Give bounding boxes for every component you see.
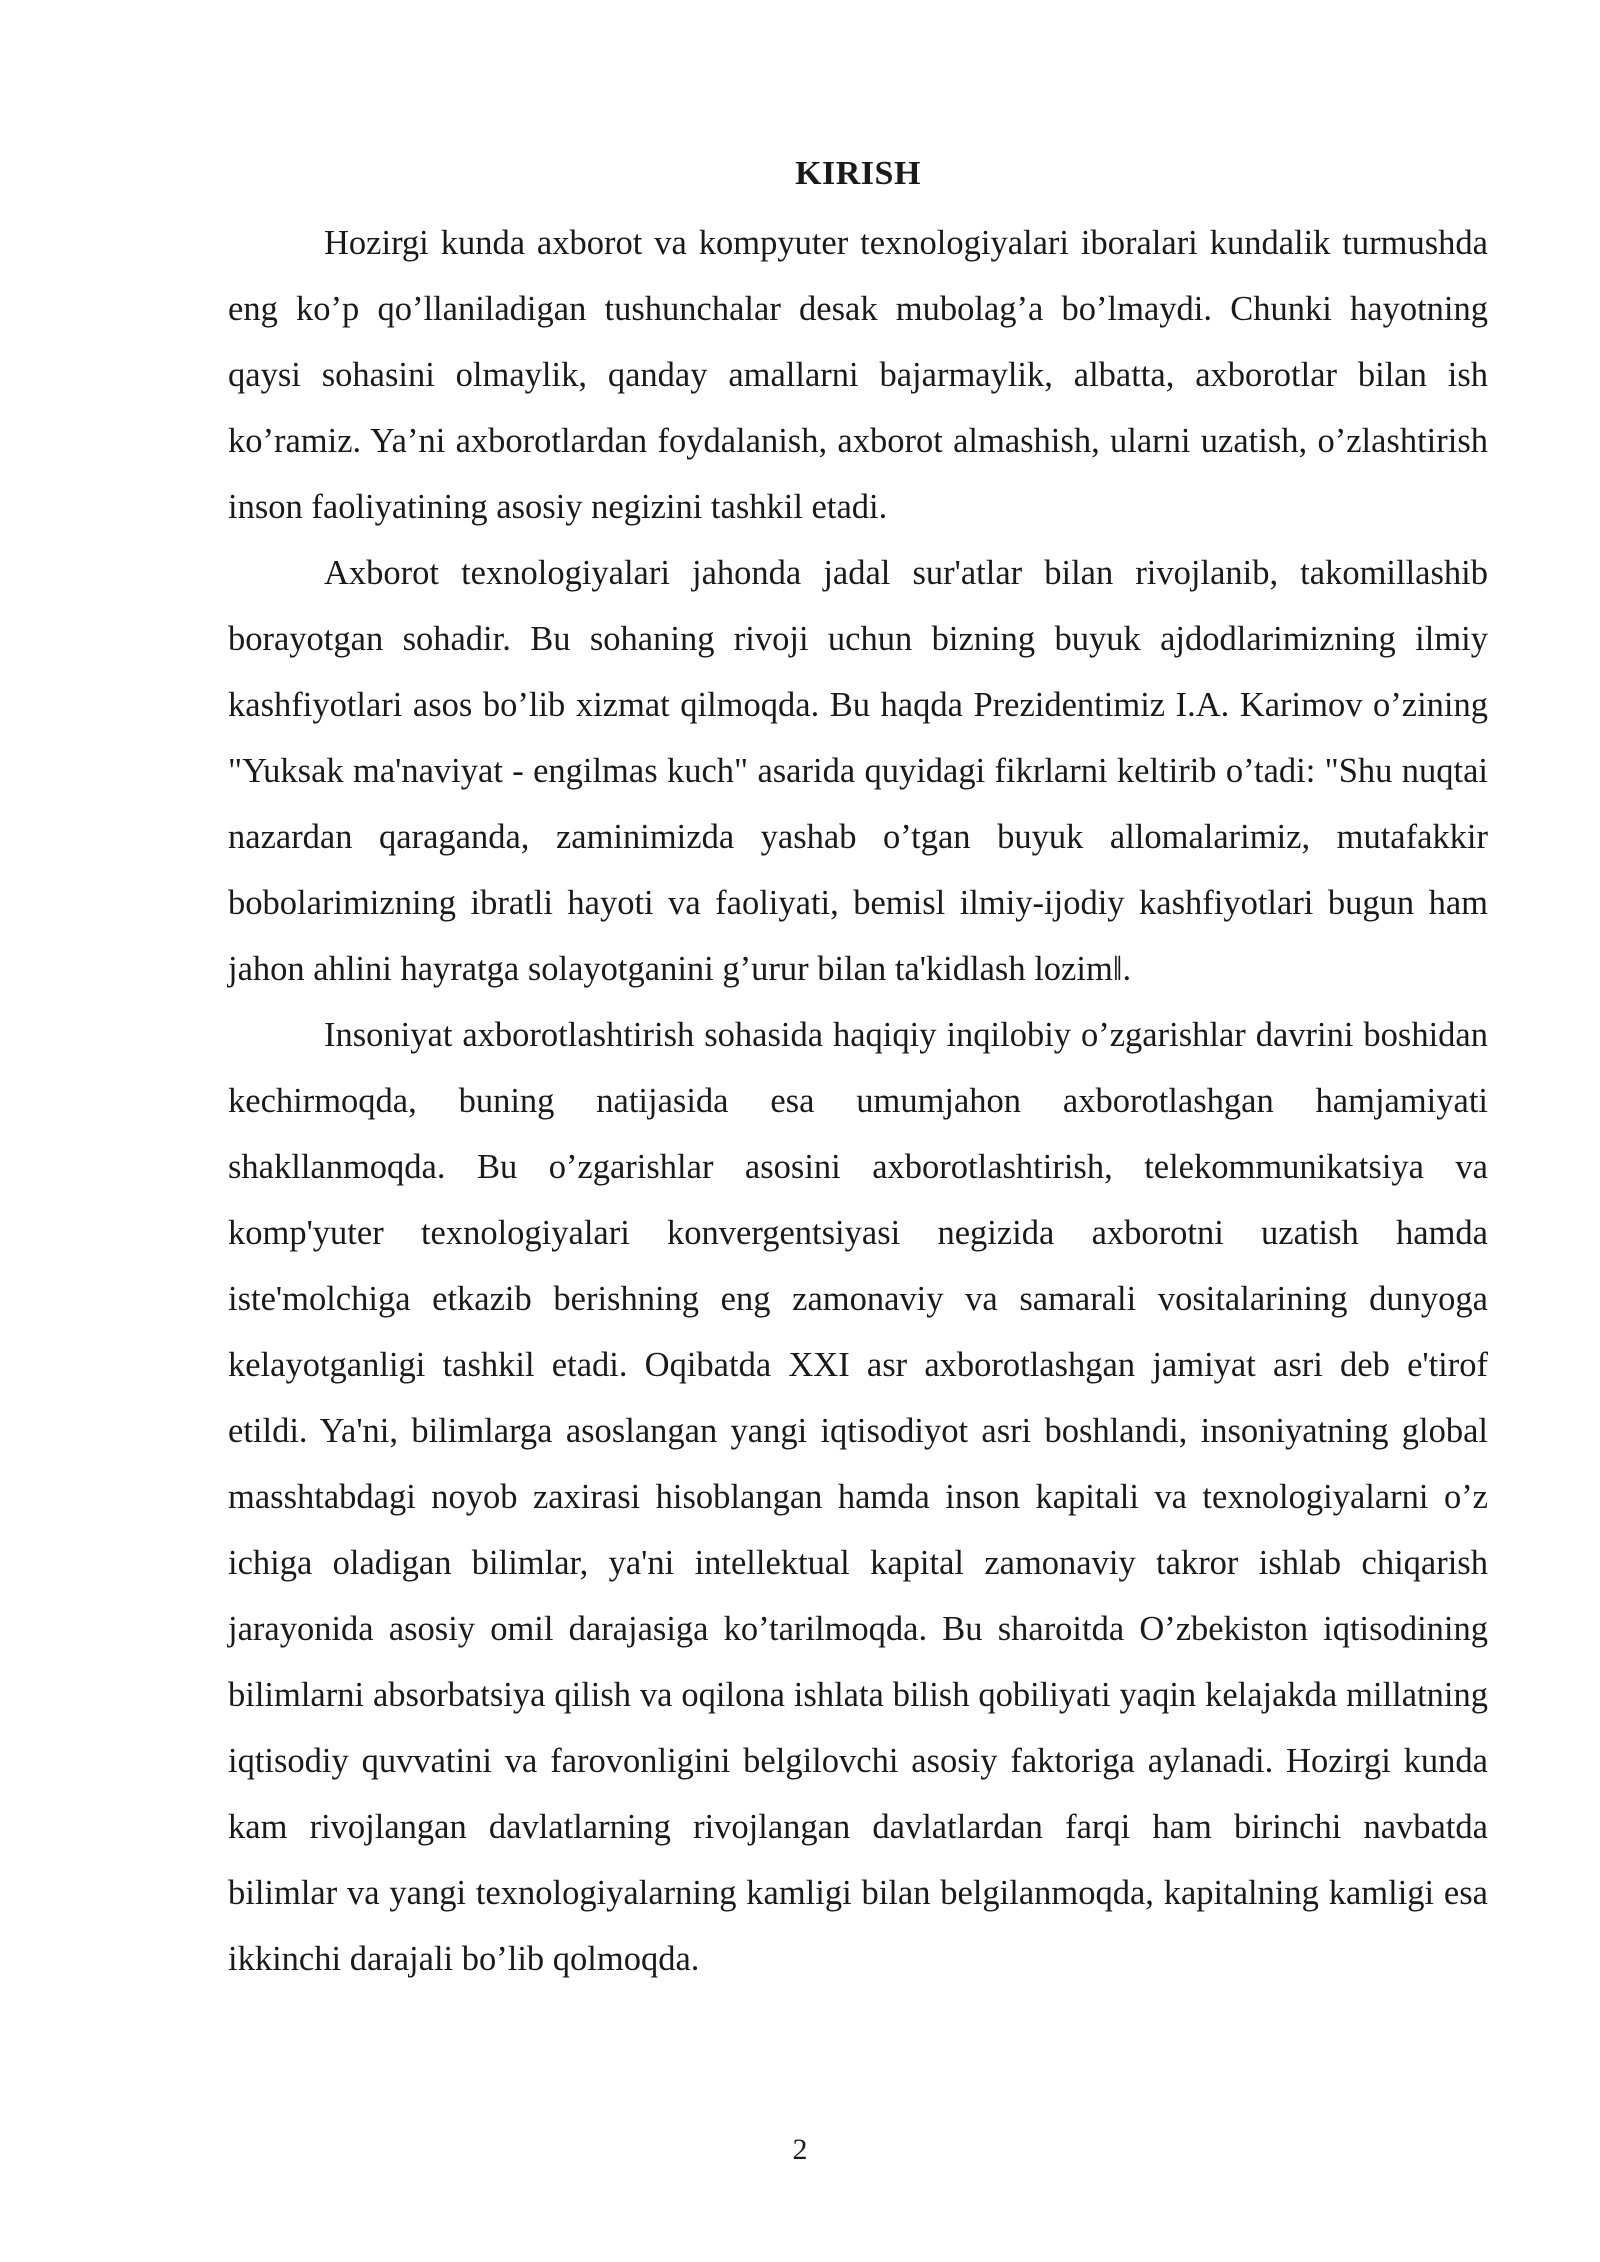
section-title: KIRISH [795,155,921,192]
page-content [228,148,1488,1992]
page-number: 2 [792,2133,808,2166]
paragraph-1: Hozirgi kunda axborot va kompyuter texnologiyalari iboralari kundalik turmushda eng ko’p qo’llaniladigan tushunchalar desak mubolag’a bo’lmaydi. Chunki hayotning qaysi sohasini olmaylik, qanday amallarni bajarmaylik, albatta, axborotlar bilan ish ko’ramiz. Ya’ni axborotlardan foydalanish, axborot almashish, ularni uzatish, o’zlashtirish inson faoliyatining asosiy negizini tashkil etadi. [228,224,1488,526]
paragraph-2: Axborot texnologiyalari jahonda jadal sur'atlar bilan rivojlanib, takomillashib borayotgan sohadir. Bu sohaning rivoji uchun bizning buyuk ajdodlarimizning ilmiy kashfiyotlari asos bo’lib xizmat qilmoqda. Bu haqda Prezidentimiz I.A. Karimov o’zining "Yuksak ma'naviyat - engilmas kuch" asarida quyidagi fikrlarni keltirib o’tadi: "Shu nuqtai nazardan qaraganda, zaminimizda yashab o’tgan buyuk allomalarimiz, mutafakkir bobolarimizning ibratli hayoti va faoliyati, bemisl ilmiy-ijodiy kashfiyotlari bugun ham jahon ahlini hayratga solayotganini g’urur bilan ta'kidlash lozim‖. [228,554,1488,988]
paragraph-3: Insoniyat axborotlashtirish sohasida haqiqiy inqilobiy o’zgarishlar davrini boshidan kechirmoqda, buning natijasida esa umumjahon axborotlashgan hamjamiyati shakllanmoqda. Bu o’zgarishlar asosini axborotlashtirish, telekommunikatsiya va komp'yuter texnologiyalari konvergentsiyasi negizida axborotni uzatish hamda iste'molchiga etkazib berishning eng zamonaviy va samarali vositalarining dunyoga kelayotganligi tashkil etadi. Oqibatda XXI asr axborotlashgan jamiyat asri deb e'tirof etildi. Ya'ni, bilimlarga asoslangan yangi iqtisodiyot asri boshlandi, insoniyatning global masshtabdagi noyob zaxirasi hisoblangan hamda inson kapitali va texnologiyalarni o’z ichiga oladigan bilimlar, ya'ni intellektual kapital zamonaviy takror ishlab chiqarish jarayonida asosiy omil darajasiga ko’tarilmoqda. Bu sharoitda O’zbekiston iqtisodining bilimlarni absorbatsiya qilish va oqilona ishlata bilish qobiliyati yaqin kelajakda millatning iqtisodiy quvvatini va farovonligini belgilovchi asosiy faktoriga aylanadi. Hozirgi kunda kam rivojlangan davlatlarning rivojlangan davlatlardan farqi ham birinchi navbatda bilimlar va yangi texnologiyalarning kamligi bilan belgilanmoqda, kapitalning kamligi esa ikkinchi darajali bo’lib qolmoqda. [228,1016,1488,1978]
